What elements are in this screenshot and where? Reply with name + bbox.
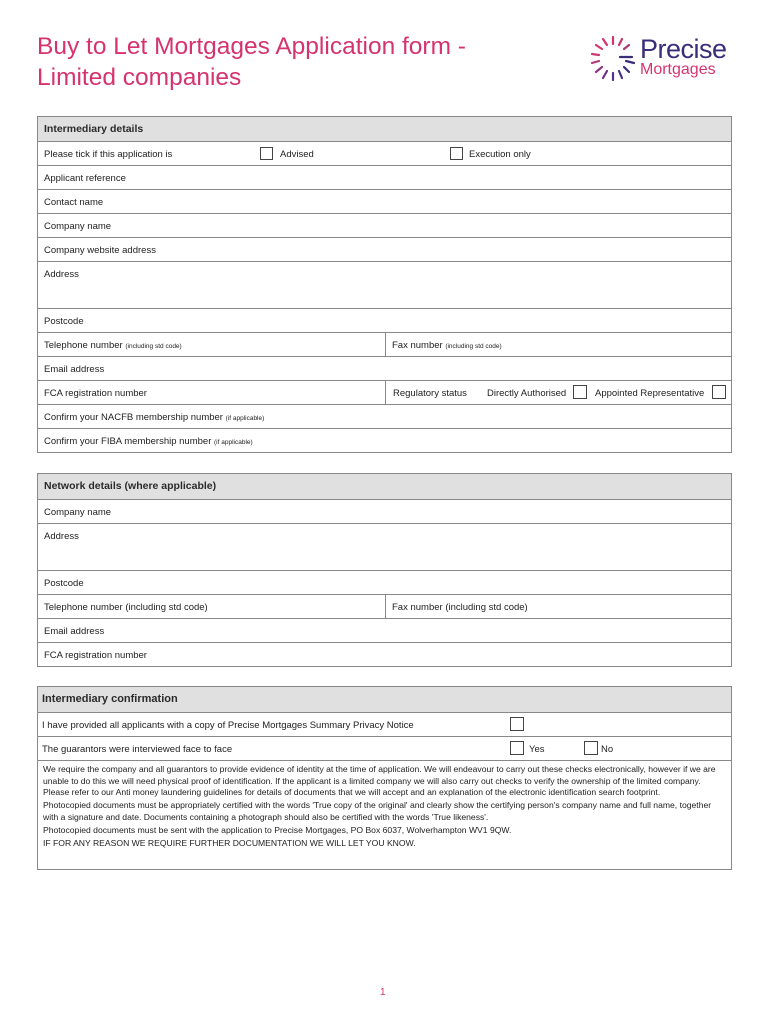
intermediary-details-section xyxy=(37,116,732,453)
address-field[interactable] xyxy=(38,261,731,308)
telephone-label: Telephone number xyxy=(44,340,123,351)
yes-label: Yes xyxy=(529,744,545,755)
field-label: Address xyxy=(44,531,79,542)
network-address-field[interactable] xyxy=(38,523,731,570)
section-heading: Network details (where applicable) xyxy=(44,480,217,492)
network-phone-fax-row xyxy=(38,594,731,618)
field-label: Telephone number (including std code) xyxy=(44,602,208,613)
nacfb-label: Confirm your NACFB membership number xyxy=(44,412,223,423)
appointed-rep-label: Appointed Representative xyxy=(595,388,705,399)
network-details-header xyxy=(38,474,731,499)
execution-only-label: Execution only xyxy=(469,149,531,160)
notes-paragraph-1: We require the company and all guarantors to provide evidence of identity at the time of application. We will endeavour to carry out these checks electronically, however if we are unable to do this we will need physical proof of identification. If the applicant is a limited company we will also carry out checks to verify the ownership of the limited company. Please refer to our Anti money laundering guidelines for details of documents that we will accept and an explanation of the electronic identification search footprint. xyxy=(43,764,716,797)
notes-paragraph-4: IF FOR ANY REASON WE REQUIRE FURTHER DOCUMENTATION WE WILL LET YOU KNOW. xyxy=(43,837,416,848)
network-fax-field[interactable] xyxy=(386,595,731,618)
network-email-field[interactable] xyxy=(38,618,731,642)
tick-label: Please tick if this application is xyxy=(44,149,173,160)
section-heading: Intermediary confirmation xyxy=(42,693,178,705)
page-title xyxy=(37,31,466,93)
contact-name-field[interactable] xyxy=(38,189,731,213)
page-number: 1 xyxy=(380,987,386,998)
field-label: Address xyxy=(44,269,79,280)
field-label: Email address xyxy=(44,626,105,637)
intermediary-confirmation-section xyxy=(37,686,732,760)
fca-status-row xyxy=(38,380,731,404)
telephone-note: (including std code) xyxy=(125,343,182,350)
execution-only-checkbox[interactable] xyxy=(450,147,463,160)
fiba-label: Confirm your FIBA membership number xyxy=(44,436,212,447)
network-telephone-field[interactable] xyxy=(38,595,386,618)
network-company-name-field[interactable] xyxy=(38,499,731,523)
field-label xyxy=(392,340,502,351)
field-label xyxy=(44,412,264,423)
field-label: Company website address xyxy=(44,245,156,256)
logo-swirl-icon xyxy=(588,33,638,83)
field-label: Applicant reference xyxy=(44,173,126,184)
fax-note: (including std code) xyxy=(445,343,502,350)
no-label: No xyxy=(601,744,614,755)
advised-label: Advised xyxy=(280,149,314,160)
regulatory-status-cell xyxy=(386,381,731,404)
field-label xyxy=(44,340,182,351)
fax-label: Fax number xyxy=(392,340,443,351)
network-fca-field[interactable] xyxy=(38,642,731,666)
privacy-notice-label: I have provided all applicants with a copy of Precise Mortgages Summary Privacy Notice xyxy=(42,720,414,731)
network-postcode-field[interactable] xyxy=(38,570,731,594)
field-label: Fax number (including std code) xyxy=(392,602,528,613)
advised-checkbox[interactable] xyxy=(260,147,273,160)
regulatory-status-label: Regulatory status xyxy=(393,388,467,399)
directly-authorised-checkbox[interactable] xyxy=(573,385,587,399)
phone-fax-row xyxy=(38,332,731,356)
guarantors-label: The guarantors were interviewed face to face xyxy=(42,744,233,755)
field-label: FCA registration number xyxy=(44,650,147,661)
identity-notes xyxy=(37,760,732,870)
field-label: Postcode xyxy=(44,316,84,327)
yes-checkbox[interactable] xyxy=(510,741,524,755)
confirmation-header xyxy=(38,687,731,712)
field-label: Postcode xyxy=(44,578,84,589)
application-type-row xyxy=(38,141,731,165)
fca-registration-field[interactable] xyxy=(38,381,386,404)
directly-authorised-label: Directly Authorised xyxy=(487,388,567,399)
postcode-field[interactable] xyxy=(38,308,731,332)
fax-field[interactable] xyxy=(386,333,731,356)
intermediary-details-header xyxy=(38,117,731,141)
logo-word-mortgages: Mortgages xyxy=(640,61,716,78)
field-label: Company name xyxy=(44,507,112,518)
notes-paragraph-3: Photocopied documents must be sent with the application to Precise Mortgages, PO Box 6037, Wolverhampton WV1 9QW. xyxy=(43,824,512,835)
network-details-section xyxy=(37,473,732,667)
email-field[interactable] xyxy=(38,356,731,380)
guarantors-row xyxy=(38,736,731,760)
company-website-field[interactable] xyxy=(38,237,731,261)
precise-logo xyxy=(588,33,738,83)
telephone-field[interactable] xyxy=(38,333,386,356)
field-label: FCA registration number xyxy=(44,388,147,399)
privacy-notice-checkbox[interactable] xyxy=(510,717,524,731)
fiba-note: (if applicable) xyxy=(214,439,253,446)
field-label: Contact name xyxy=(44,197,104,208)
appointed-rep-checkbox[interactable] xyxy=(712,385,726,399)
nacfb-note: (if applicable) xyxy=(225,415,265,422)
fiba-field[interactable] xyxy=(38,428,731,452)
title-line-1: Buy to Let Mortgages Application form - xyxy=(37,33,466,60)
field-label: Company name xyxy=(44,221,112,232)
no-checkbox[interactable] xyxy=(584,741,598,755)
notes-paragraph-2: Photocopied documents must be appropriately certified with the words 'True copy of the original' and clearly show the certifying person's company name and full name, together with a signature and date. Documents containing a photograph should also be certified with the words 'True likeness'. xyxy=(43,800,712,822)
privacy-notice-row xyxy=(38,712,731,736)
field-label: Email address xyxy=(44,364,105,375)
nacfb-field[interactable] xyxy=(38,404,731,428)
title-line-2: Limited companies xyxy=(37,64,242,91)
company-name-field[interactable] xyxy=(38,213,731,237)
applicant-reference-field[interactable] xyxy=(38,165,731,189)
field-label xyxy=(44,436,253,447)
logo-word-precise: Precise xyxy=(640,34,727,64)
section-heading: Intermediary details xyxy=(44,123,144,135)
